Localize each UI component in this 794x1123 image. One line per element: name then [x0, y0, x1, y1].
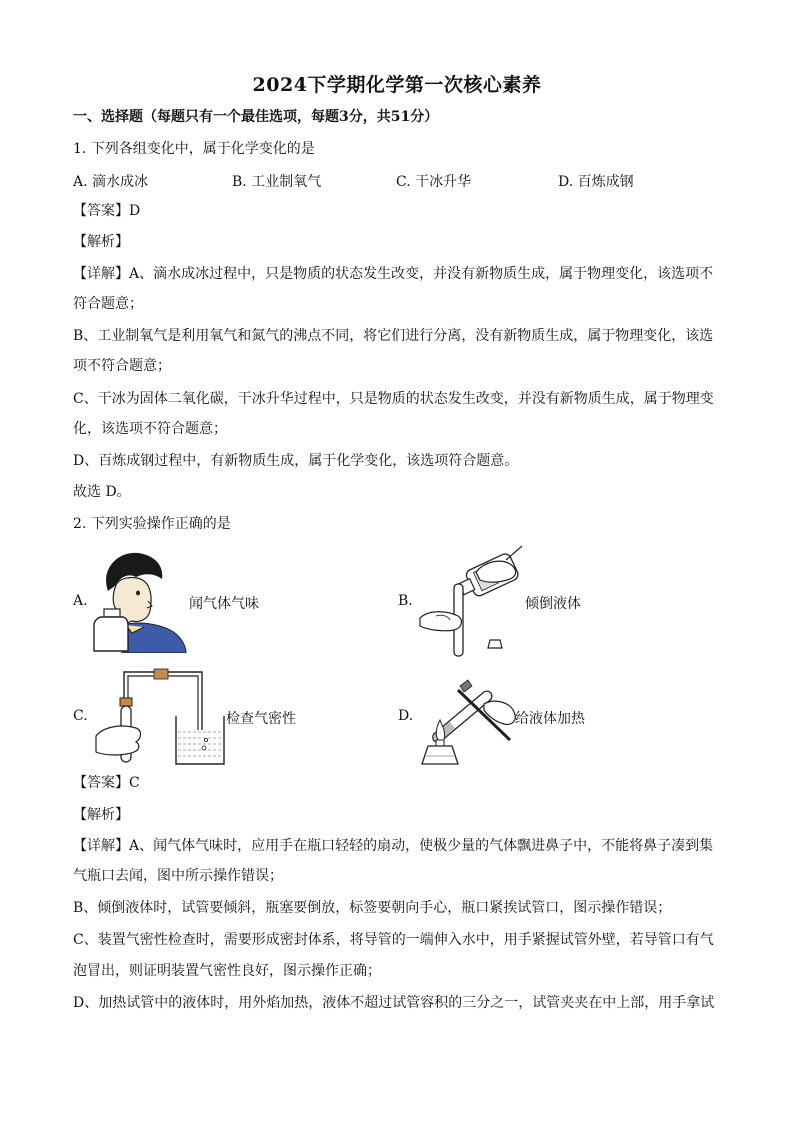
q1-detail-line: 符合题意； [73, 296, 143, 312]
q2-answer: 【答案】C [73, 775, 140, 791]
q1-stem: 1. 下列各组变化中，属于化学变化的是 [73, 141, 315, 157]
fig-b-label: 倾倒液体 [525, 596, 581, 612]
q1-detail-line: 故选 D。 [73, 484, 131, 500]
q2-detail-line: D、加热试管中的液体时，用外焰加热，液体不超过试管容积的三分之一，试管夹夹在中上部，用手拿试 [73, 995, 715, 1011]
q1-analysis-label: 【解析】 [73, 234, 129, 250]
q1-detail-line: C、干冰为固体二氧化碳，干冰升华过程中，只是物质的状态发生改变，并没有新物质生成，属于物理变 [73, 391, 714, 407]
q1-detail-line: 项不符合题意； [73, 358, 171, 374]
fig-c-letter: C. [73, 708, 88, 724]
q1-detail-line: 【详解】A、滴水成冰过程中，只是物质的状态发生改变，并没有新物质生成，属于物理变化，该选项不 [73, 266, 714, 282]
pour-liquid-illustration [414, 544, 526, 662]
q1-option-a: A. 滴水成冰 [73, 174, 149, 190]
q1-answer: 【答案】D [73, 203, 141, 219]
section-heading: 一、选择题（每题只有一个最佳选项，每题3分，共51分） [73, 109, 439, 125]
smell-gas-illustration [92, 551, 188, 653]
q1-option-b: B. 工业制氧气 [232, 174, 322, 190]
heat-liquid-illustration [414, 670, 520, 766]
q1-detail-line: 化，该选项不符合题意； [73, 421, 227, 437]
q2-detail-line: B、倾倒液体时，试管要倾斜，瓶塞要倒放，标签要朝向手心，瓶口紧挨试管口，图示操作错误； [73, 900, 672, 916]
fig-c-label: 检查气密性 [226, 711, 296, 727]
q1-option-c: C. 干冰升华 [396, 174, 472, 190]
q2-detail-line: 气瓶口去闻，图中所示操作错误； [73, 868, 283, 884]
fig-a-letter: A. [73, 593, 88, 609]
fig-d-label: 给液体加热 [515, 711, 585, 727]
fig-d-letter: D. [398, 708, 414, 724]
q1-detail-line: B、工业制氧气是利用氧气和氮气的沸点不同，将它们进行分离，没有新物质生成，属于物理变化，该选 [73, 328, 714, 344]
page-title: 2024下学期化学第一次核心素养 [252, 74, 542, 96]
q1-option-d: D. 百炼成钢 [558, 174, 634, 190]
q2-stem: 2. 下列实验操作正确的是 [73, 516, 231, 532]
q1-detail-line: D、百炼成钢过程中，有新物质生成，属于化学变化，该选项符合题意。 [73, 453, 519, 469]
fig-b-letter: B. [398, 593, 413, 609]
check-airtightness-illustration [92, 664, 228, 768]
q2-detail-line: 泡冒出，则证明装置气密性良好，图示操作正确； [73, 963, 381, 979]
q2-analysis-label: 【解析】 [73, 807, 129, 823]
q2-detail-line: C、装置气密性检查时，需要形成密封体系，将导管的一端伸入水中，用手紧握试管外壁，若导管口有气 [73, 932, 714, 948]
fig-a-label: 闻气体气味 [189, 596, 259, 612]
q2-detail-line: 【详解】A、闻气体气味时，应用手在瓶口轻轻的扇动，使极少量的气体飘进鼻子中，不能将鼻子凑到集 [73, 838, 714, 854]
